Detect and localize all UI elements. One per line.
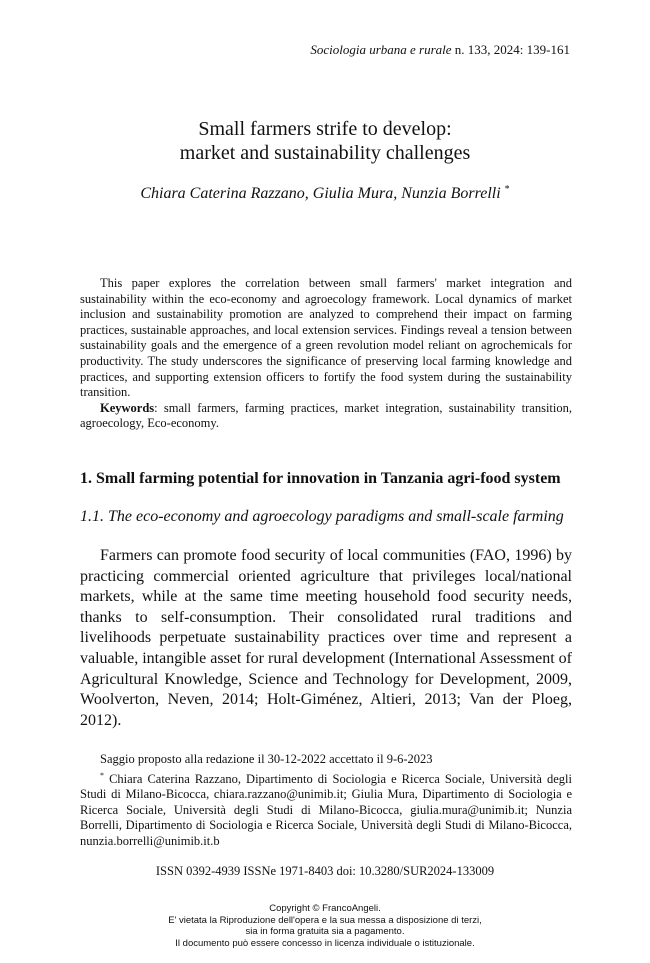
footnotes (80, 752, 572, 850)
copyright-line-1: Copyright © FrancoAngeli. (269, 903, 381, 914)
running-head (310, 42, 570, 58)
copyright-line-2: E' vietata la Riproduzione dell'opera e la sua messa a disposizione di terzi, (168, 914, 482, 926)
abstract-text: This paper explores the correlation between small farmers' market integration and sustainability within the eco-economy and agroecology framework. Local dynamics of market inclusion and sustainability promotion are analyzed to comprehend their impact on farming practices, sustainable approaches, and local extension services. Findings reveal a tension between sustainability goals and the emergence of a green revolution model reliant on agrochemicals for productivity. The study underscores the significance of preserving local farming knowledge and practices, and supporting extension officers to fortify the food system during the sustainability transition. (80, 276, 572, 400)
copyright-line-3: sia in forma gratuita sia a pagamento. (245, 926, 405, 938)
paper-title (0, 117, 650, 165)
subsection-heading: 1.1. The eco-economy and agroecology paradigms and small-scale farming (80, 508, 564, 525)
body-text (80, 546, 572, 731)
keywords (80, 401, 572, 432)
copyright-line-4: Il documento può essere concesso in licenza individuale o istituzionale. (175, 937, 475, 949)
affiliation-text: Chiara Caterina Razzano, Dipartimento di Sociologia e Ricerca Sociale, Università degli Studi di Milano-Bicocca, chiara.razzano@unimib.it; Giulia Mura, Dipartimento di Sociologia e Ricerca Sociale, Università degli Studi di Milano-Bicocca, giulia.mura@unimib.it; Nunzia Borrelli, Dipartimento di Sociologia e Ricerca Sociale, Università degli Studi di Milano-Bicocca, nunzia.borrelli@unimib.it.b (80, 771, 572, 848)
keywords-label: Keywords (100, 400, 155, 415)
author-names: Chiara Caterina Razzano, Giulia Mura, Nunzia Borrelli (140, 185, 501, 202)
title-line-1: Small farmers strife to develop: (198, 118, 452, 140)
copyright-notice (0, 903, 650, 949)
issn-doi: ISSN 0392-4939 ISSNe 1971-8403 doi: 10.3280/SUR2024-133009 (155, 864, 495, 878)
submission-dates: Saggio proposto alla redazione il 30-12-2022 accettato il 9-6-2023 (100, 752, 433, 766)
body-paragraph: Farmers can promote food security of local communities (FAO, 1996) by practicing commercial oriented agriculture that privileges local/national markets, while at the same time meeting household food security needs, thanks to self-consumption. Their consolidated rural traditions and livelihoods perpetuate sustainability practices over time and represent a valuable, intangible asset for rural development (International Assessment of Agricultural Knowledge, Science and Technology for Development, 2009, Woolverton, Neven, 2014; Holt-Giménez, Altieri, 2013; Van der Ploeg, 2012). (80, 547, 572, 729)
author-footnote-marker: * (504, 184, 510, 195)
affiliation-marker: * (100, 770, 104, 780)
keywords-list: : small farmers, farming practices, market integration, sustainability transition, agroecology, Eco-economy. (80, 400, 572, 431)
journal-name: Sociologia urbana e rurale (310, 42, 452, 57)
issue-info: n. 133, 2024: 139-161 (454, 42, 570, 57)
section-heading: 1. Small farming potential for innovation in Tanzania agri-food system (80, 470, 561, 487)
title-line-2: market and sustainability challenges (179, 142, 471, 164)
author-affiliations (80, 768, 572, 850)
author-list (0, 184, 650, 203)
abstract (80, 276, 572, 432)
